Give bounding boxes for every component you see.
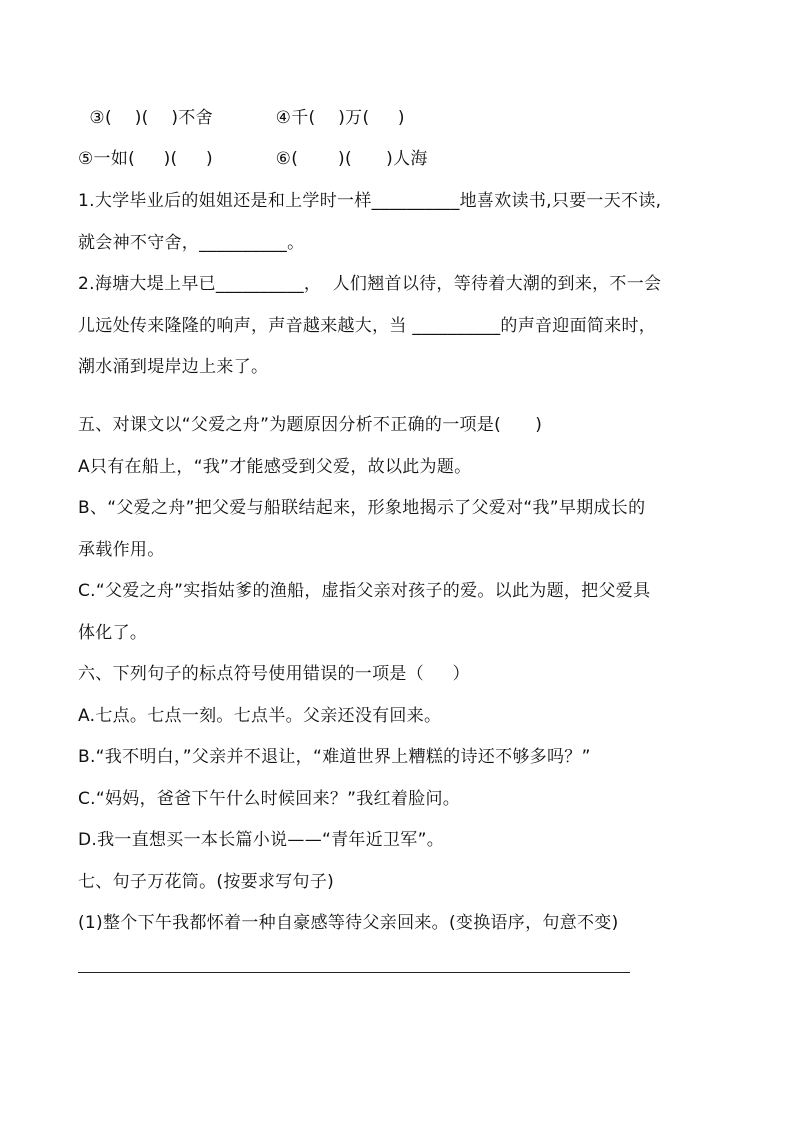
question-5-option-c-line-2: 体化了。 xyxy=(78,623,148,643)
sentence-2-line-1: 2.海塘大堤上早已__________， 人们翘首以待，等待着大潮的到来，不一会 xyxy=(78,274,662,294)
question-6-option-b: B.“我不明白，”父亲并不退让，“难道世界上糟糕的诗还不够多吗？” xyxy=(78,747,591,767)
question-6-option-c: C.“妈妈，爸爸下午什么时候回来？”我红着脸问。 xyxy=(78,789,461,809)
question-6-option-d: D.我一直想买一本长篇小说——“青年近卫军”。 xyxy=(78,830,445,850)
sentence-1-line-1: 1.大学毕业后的姐姐还是和上学时一样__________地喜欢读书,只要一天不读, xyxy=(78,191,662,211)
question-7-heading: 七、句子万花筒。(按要求写句子) xyxy=(78,872,335,892)
idiom-fill-row-1: ③( )( )不舍 ④千( )万( ) xyxy=(78,108,405,128)
question-5-option-b-line-2: 承载作用。 xyxy=(78,540,165,560)
sentence-1-line-2: 就会神不守舍，__________。 xyxy=(78,233,305,253)
question-6-option-a: A.七点。七点一刻。七点半。父亲还没有回来。 xyxy=(78,706,442,726)
sentence-2-line-2: 儿远处传来隆隆的响声，声音越来越大，当 __________的声音迎面简来时， xyxy=(78,316,657,336)
question-5-option-c-line-1: C.“父爱之舟”实指姑爹的渔船，虚指父亲对孩子的爱。以此为题，把父爱具 xyxy=(78,581,651,601)
sentence-2-line-3: 潮水涌到堤岸边上来了。 xyxy=(78,357,269,377)
idiom-fill-row-2: ⑤一如( )( ) ⑥( )( )人海 xyxy=(78,149,428,169)
question-6-heading: 六、下列句子的标点符号使用错误的一项是（ ） xyxy=(78,664,470,684)
question-5-heading: 五、对课文以“父爱之舟”为题原因分析不正确的一项是( ) xyxy=(78,415,543,435)
question-5-option-a: A只有在船上，“我”才能感受到父爱，故以此为题。 xyxy=(78,457,472,477)
answer-blank-line[interactable] xyxy=(78,972,630,973)
question-5-option-b-line-1: B、“父爱之舟”把父爱与船联结起来，形象地揭示了父爱对“我”早期成长的 xyxy=(78,498,646,518)
question-7-item-1: (1)整个下午我都怀着一种自豪感等待父亲回来。(变换语序，句意不变) xyxy=(78,913,619,933)
